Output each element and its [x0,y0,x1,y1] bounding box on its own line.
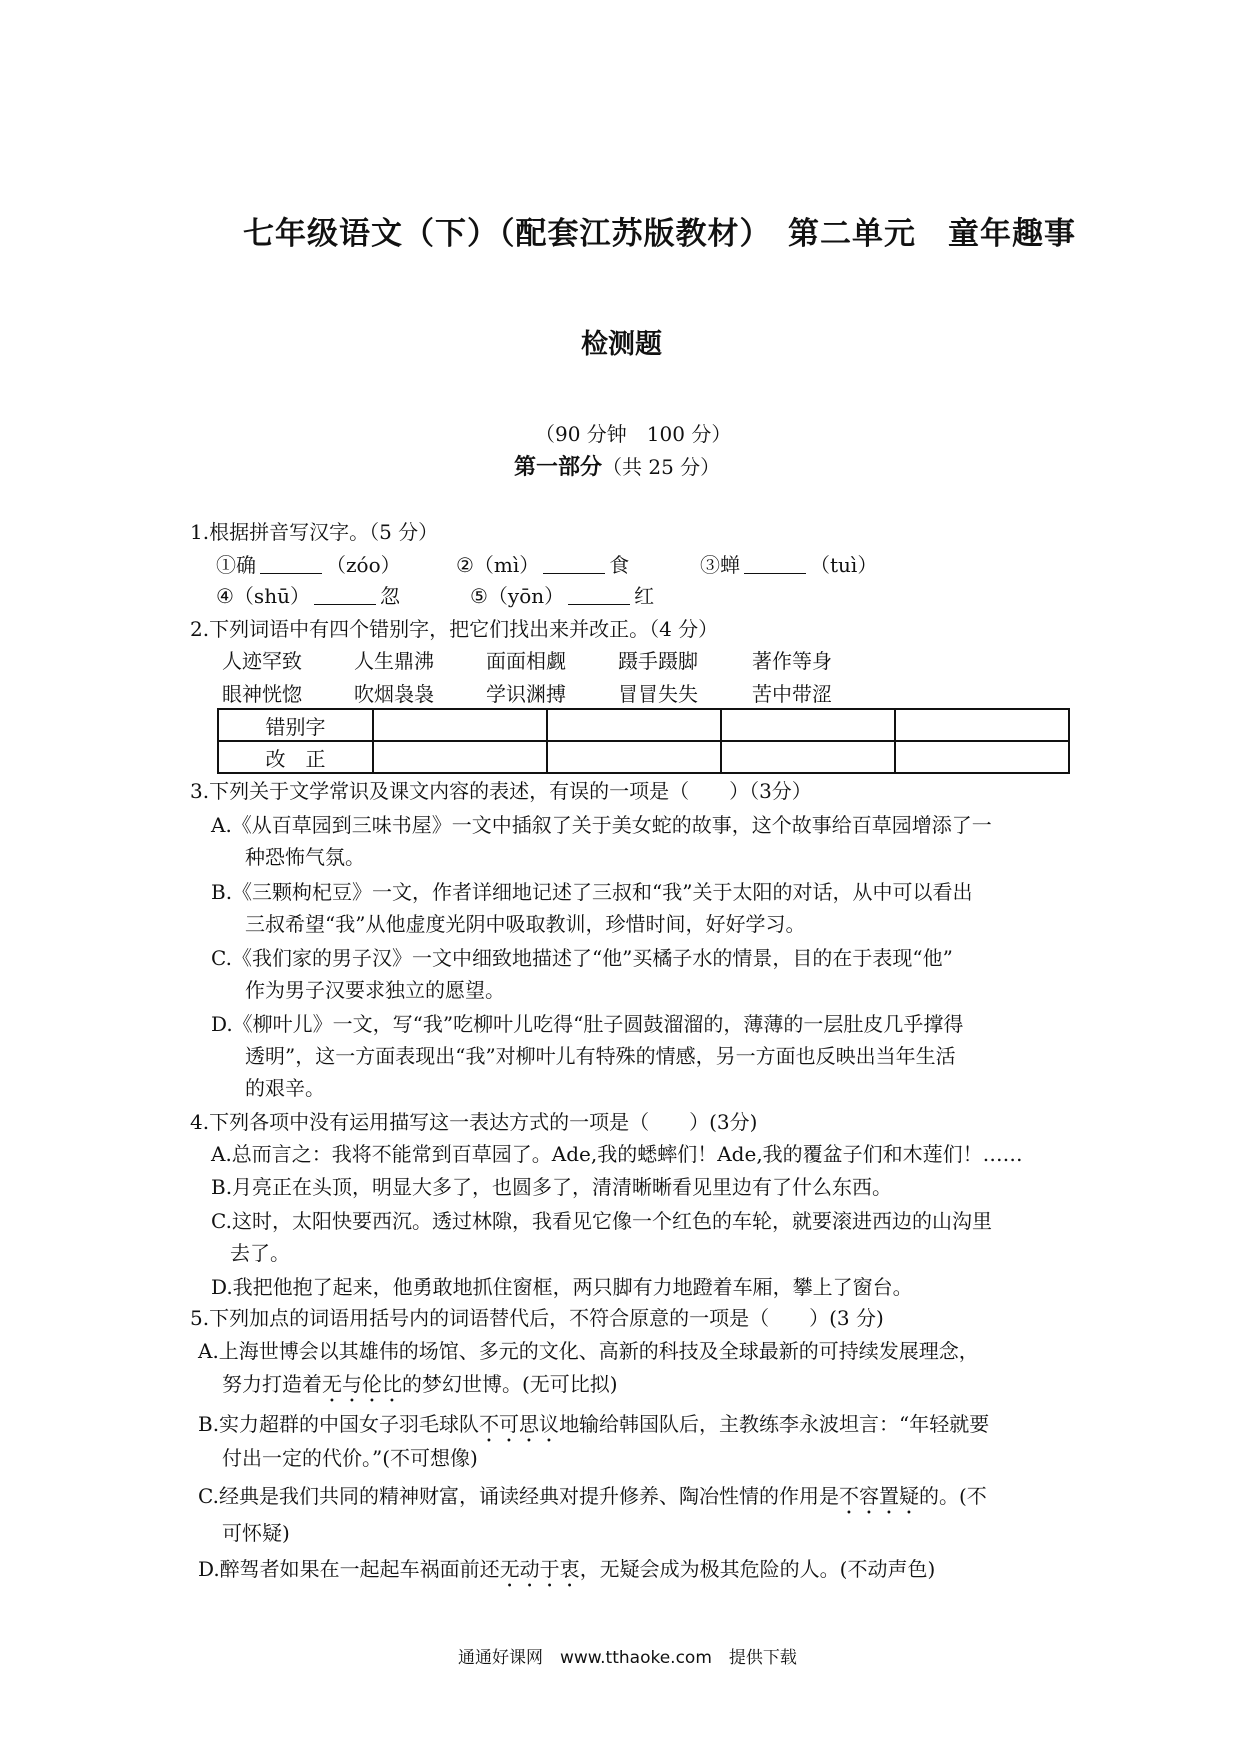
table-row [218,709,1069,741]
q1-item-3: ③蝉 （tuì） [700,553,878,577]
table-row [218,741,1069,773]
q1-item-1: ①确 （zóo） [216,553,401,577]
part-score: （共 25 分） [602,455,721,479]
q3-option-a-line2: 种恐怖气氛。 [245,845,365,869]
q3-option-b-line2: 三叔希望“我”从他虚度光阴中吸取教训，珍惜时间，好好学习。 [245,912,806,936]
q2-stem: 2.下列词语中有四个错别字，把它们找出来并改正。（4 分） [190,617,719,641]
q3-option-a-line1: A.《从百草园到三味书屋》一文中插叙了关于美女蛇的故事，这个故事给百草园增添了一 [211,813,992,837]
word-item: 学识渊搏 [486,682,566,706]
answer-cell[interactable] [721,709,895,741]
time-score: （90 分钟 100 分） [535,422,732,446]
answer-cell[interactable] [373,741,547,773]
q5-option-b-line2: 付出一定的代价。”(不可想像) [222,1446,478,1470]
q4-option-c-line2: 去了。 [230,1241,290,1265]
dotted-term: 不容置疑 [838,1484,919,1508]
q5-option-a-line2: 努力打造着无与伦比的梦幻世博。(无可比拟) [222,1372,618,1396]
word-item: 吹烟袅袅 [354,682,434,706]
answer-blank[interactable] [568,586,630,605]
q1-item-4: ④（shū） 忽 [216,584,400,608]
dotted-term: 无与伦比 [322,1372,402,1396]
q3-option-d-line2: 透明”，这一方面表现出“我”对柳叶儿有特殊的情感，另一方面也反映出当年生活 [245,1044,956,1068]
q3-stem: 3.下列关于文学常识及课文内容的表述，有误的一项是（ ）（3分） [190,779,812,803]
q5-option-c-line1: C.经典是我们共同的精神财富，诵读经典对提升修养、陶冶性情的作用是不容置疑的。(不 [198,1484,987,1508]
word-item: 眼神恍惚 [222,682,302,706]
part-heading [514,450,720,481]
q4-option-d: D.我把他抱了起来，他勇敢地抓住窗框，两只脚有力地蹬着车厢，攀上了窗台。 [211,1275,913,1299]
answer-cell[interactable] [895,709,1069,741]
answer-cell[interactable] [547,741,721,773]
page-title: 七年级语文（下）（配套江苏版教材） 第二单元 童年趣事 [243,216,1076,252]
answer-cell[interactable] [721,741,895,773]
q5-option-a-line1: A.上海世博会以其雄伟的场馆、多元的文化、高新的科技及全球最新的可持续发展理念， [198,1339,979,1363]
correction-table [217,708,1070,774]
q5-option-b-line1: B.实力超群的中国女子羽毛球队不可思议地输给韩国队后，主教练李永波坦言：“年轻就要 [198,1412,990,1436]
q4-stem: 4.下列各项中没有运用描写这一表达方式的一项是（ ）(3分) [190,1110,758,1134]
row-header-correct: 改 正 [218,741,373,773]
q3-option-c-line1: C.《我们家的男子汉》一文中细致地描述了“他”买橘子水的情景，目的在于表现“他” [211,946,953,970]
answer-cell[interactable] [547,709,721,741]
page-footer: 通通好课网 www.tthaoke.com 提供下载 [458,1648,797,1668]
page-subtitle: 检测题 [581,329,662,360]
word-item: 面面相觑 [486,649,566,673]
q1-item-5: ⑤（yōn） 红 [470,584,655,608]
answer-cell[interactable] [895,741,1069,773]
q1-item-2: ②（mì） 食 [456,553,630,577]
word-item: 人迹罕致 [222,649,302,673]
q3-option-c-line2: 作为男子汉要求独立的愿望。 [245,978,505,1002]
q3-option-b-line1: B.《三颗枸杞豆》一文，作者详细地记述了三叔和“我”关于太阳的对话，从中可以看出 [211,880,973,904]
answer-blank[interactable] [744,555,806,574]
q5-option-c-line2: 可怀疑) [222,1521,290,1545]
answer-blank[interactable] [260,555,322,574]
q4-option-c-line1: C.这时，太阳快要西沉。透过林隙，我看见它像一个红色的车轮，就要滚进西边的山沟里 [211,1209,992,1233]
answer-cell[interactable] [373,709,547,741]
q4-option-a: A.总而言之：我将不能常到百草园了。Ade,我的蟋蟀们！Ade,我的覆盆子们和木莲们！…… [211,1142,1023,1166]
part-label: 第一部分 [514,455,603,480]
q3-option-d-line1: D.《柳叶儿》一文，写“我”吃柳叶儿吃得“肚子圆鼓溜溜的，薄薄的一层肚皮几乎撑得 [211,1012,964,1036]
row-header-error: 错别字 [218,709,373,741]
word-item: 蹑手蹑脚 [618,649,698,673]
word-item: 冒冒失失 [618,682,698,706]
q3-option-d-line3: 的艰辛。 [245,1076,325,1100]
q5-option-d: D.醉驾者如果在一起起车祸面前还无动于衷，无疑会成为极其危险的人。(不动声色) [198,1557,936,1581]
q4-option-b: B.月亮正在头顶，明显大多了，也圆多了，清清晰晰看见里边有了什么东西。 [211,1175,893,1199]
answer-blank[interactable] [314,586,376,605]
word-item: 著作等身 [752,649,832,673]
q5-stem: 5.下列加点的词语用括号内的词语替代后，不符合原意的一项是（ ）(3 分) [190,1306,884,1330]
dotted-term: 不可思议 [479,1412,560,1436]
word-item: 苦中带涩 [752,682,832,706]
dotted-term: 无动于衷 [499,1557,580,1581]
answer-blank[interactable] [543,555,605,574]
word-item: 人生鼎沸 [354,649,434,673]
q1-stem: 1.根据拼音写汉字。（5 分） [190,520,439,544]
